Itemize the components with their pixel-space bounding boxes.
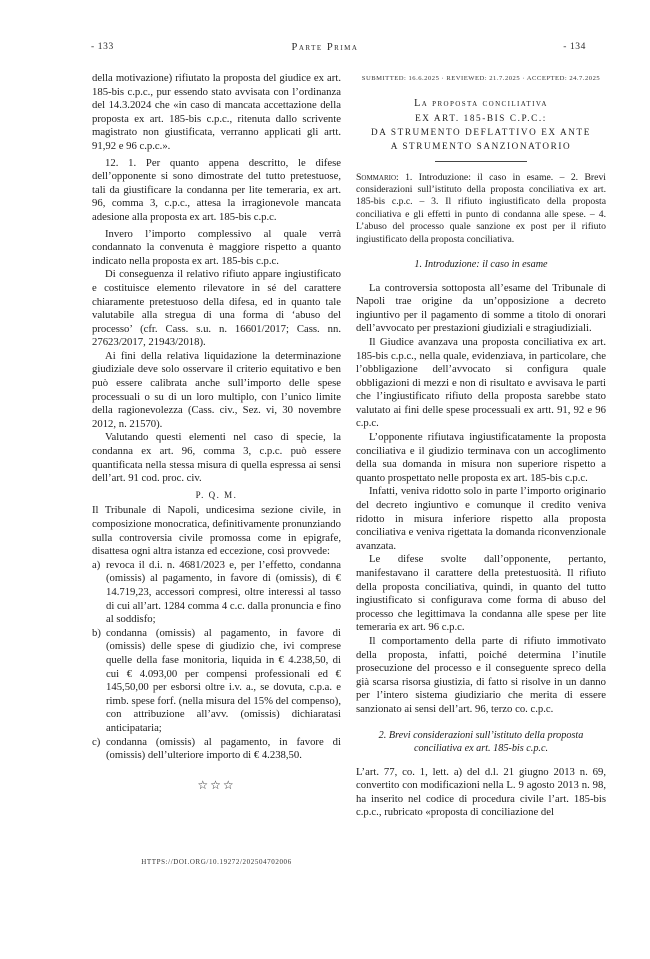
list-item [92, 559, 341, 627]
section-heading: 1. Introduzione: il caso in esame [414, 259, 548, 271]
list-item [92, 736, 341, 763]
article-title-line: A STRUMENTO SANZIONATORIO [390, 140, 572, 151]
running-title: Parte Prima [291, 42, 359, 53]
page-number-left: - 133 [91, 42, 114, 52]
paragraph: Infatti, veniva ridotto solo in parte l’importo originario del decreto ingiuntivo e comunque il credito veniva ridotto in misura inferiore rispetto alla proposta conciliativa e veniva rigettata la domanda riconvenzionale avanzata. [356, 485, 606, 552]
paragraph: della motivazione) rifiutato la proposta del giudice ex art. 185-bis c.p.c., pur essendo stato avvisata con l’ordinanza del 14.3.2024 che «in caso di mancata accettazione della proposta ex art. 185-bis c.p.c., ritenuta dallo scrivente magistrato non giustificata, verranno applicati gli artt. 91,92 e 96 c.p.c.». [92, 72, 341, 152]
paragraph: Il Tribunale di Napoli, undicesima sezione civile, in composizione monocratica, definitivamente pronunziando sulla controversia civile promossa come in epigrafe, disattesa ogni altra istanza ed eccezione, così provvede: [92, 504, 341, 558]
list-item-label: b) [92, 626, 101, 639]
paragraph: Valutando questi elementi nel caso di specie, la condanna ex art. 96, comma 3, c.p.c. può essere quantificata nella stessa misura di quella espressa ai sensi dell’art. 91 cod. proc. civ. [92, 431, 341, 485]
pqm-heading: P. Q. M. [195, 489, 238, 500]
submission-dates: SUBMITTED: 16.6.2025 · REVIEWED: 21.7.2025 · ACCEPTED: 24.7.2025 [361, 75, 601, 82]
list-item-label: a) [92, 558, 101, 571]
paragraph: Ai fini della relativa liquidazione la determinazione giudiziale deve solo osservare il criterio equitativo e ben può essere calibrata anche sull’importo delle spese processuali o su di un loro multiplo, con l’unico limite della ragionevolezza (Cass. civ., Sez. vi, 30 novembre 2012, n. 21570). [92, 349, 341, 430]
list-item-label: c) [92, 735, 101, 748]
section-heading-line: conciliativa ex art. 185-bis c.p.c. [413, 743, 549, 755]
article-title: La proposta conciliativa [414, 97, 548, 109]
paragraph: Invero l’importo complessivo al quale verrà condannato la convenuta è maggiore rispetto a quanto indicato nella proposta ex art. 185-bis c.p.c. [92, 227, 341, 267]
list-item-text: condanna (omissis) al pagamento, in favore di (omissis) delle spese di giudizio che, ivi comprese quelle della fase monitoria, liquida in € 4.238,50, di cui € 4.093,00 per compensi professionali ed € 145,50,00 per esborsi oltre i.v. a., se dovuta, c.p.a. e rimb. spese forf. (nella misura del 15% del compenso), con attribuzione all’avv. (omissis) dichiaratasi anticipataria; [106, 626, 341, 734]
ruling-list [92, 559, 341, 763]
article-title-line: DA STRUMENTO DEFLATTIVO EX ANTE [371, 126, 591, 137]
section-stars: ☆☆☆ [197, 777, 236, 792]
abstract [356, 172, 606, 246]
paragraph: 12. 1. Per quanto appena descritto, le difese dell’opponente si sono dimostrate del tutto pretestuose, tali da giustificare la condanna per lite temeraria, ex art. 96, comma 3, c.p.c., attesa la irragionevole mancata adesione alla proposta ex art. 185-bis c.p.c. [92, 156, 341, 223]
paragraph: Le difese svolte dall’opponente, pertanto, manifestavano il carattere della pretestuosità. Il rifiuto della proposta conciliativa, quindi, in quanto del tutto ingiustificato si configurava come forma di abuso del processo che legittimava la condanna alle spese per lite temeraria ex art. 96 c.p.c. [356, 553, 606, 634]
paragraph: Il Giudice avanzava una proposta conciliativa ex art. 185-bis c.p.c., nella quale, evidenziava, in particolare, che l’obbligazione dell’avvocato si configura quale obbligazioni di mezzi e non di risultato e avvisava le parti che l’ingiustificato rifiuto della proposta sarebbe stato valutato ai fini delle spese processuali ex artt. 91, 92 e 96 c.p.c. [356, 335, 606, 430]
paragraph: Di conseguenza il relativo rifiuto appare ingiustificato e costituisce elemento rilevatore in sé del carattere chiaramente pretestuoso della difesa, ed in quanto tale valutabile alla stregua di una forma di ‘abuso del processo’ (cfr. Cass. s.u. n. 16601/2017; Cass. nn. 27623/2017, 21943/2018). [92, 268, 341, 349]
abstract-label: Sommario: [356, 171, 399, 183]
paragraph: L’opponente rifiutava ingiustificatamente la proposta conciliativa e il giudizio terminava con un accoglimento della sua domanda in misura non superiore rispetto a quanto prospettato nelle proposta ex art. 185-bis c.p.c. [356, 431, 606, 484]
doi-link[interactable]: HTTPS://DOI.ORG/10.19272/202504702006 [141, 858, 292, 866]
section-heading-line: 2. Brevi considerazioni sull’istituto della proposta [378, 729, 584, 741]
abstract-text: 1. Introduzione: il caso in esame. – 2. Brevi considerazioni sull’istituto della proposta conciliativa ex art. 185-bis c.p.c. – 3. Il rifiuto ingiustificato della proposta conciliativa e gli effetti in punto di condanna alle spese. – 4. L’abuso del processo quale sanzione ex post per il rifiuto ingiustificato della proposta conciliativa. [356, 171, 606, 245]
title-divider [435, 161, 527, 162]
left-column [92, 72, 341, 792]
right-column [356, 72, 606, 820]
list-item [92, 627, 341, 736]
paragraph: L’art. 77, co. 1, lett. a) del d.l. 21 giugno 2013 n. 69, convertito con modificazioni nella L. 9 agosto 2013 n. 98, ha inserito nel codice di procedura civile l’art. 185-bis c.p.c., rubricato «proposta di conciliazione del [356, 765, 606, 819]
paragraph: La controversia sottoposta all’esame del Tribunale di Napoli trae origine da un’opposizione a decreto ingiuntivo per il pagamento di somme a titolo di onorari dell’avvocato per prestazioni giudiziali e stragiudiziali. [356, 281, 606, 335]
paragraph: Il comportamento della parte di rifiuto immotivato della proposta, infatti, poiché determina l’inutile prosecuzione del processo e il conseguente spreco della già scarsa risorsa giustizia, di fatto si risolve in un danno per l’intero sistema giudiziario che merita di essere sanzionato ai sensi dell’art. 96, terzo co. c.p.c. [356, 634, 606, 715]
page-number-right: - 134 [563, 42, 586, 52]
list-item-text: condanna (omissis) al pagamento, in favore di (omissis) dell’ulteriore importo di € 4.238,50. [106, 735, 341, 762]
article-title-line: EX ART. 185-BIS C.P.C.: [415, 112, 547, 123]
list-item-text: revoca il d.i. n. 4681/2023 e, per l’effetto, condanna (omissis) al pagamento, in favore di (omissis), di € 14.719,23, accessori compresi, oltre interessi al tasso di cui all’art. 1284 comma 4 c.c. dalla pronuncia e fino al soddisfo; [106, 558, 341, 626]
section-heading [356, 729, 606, 756]
